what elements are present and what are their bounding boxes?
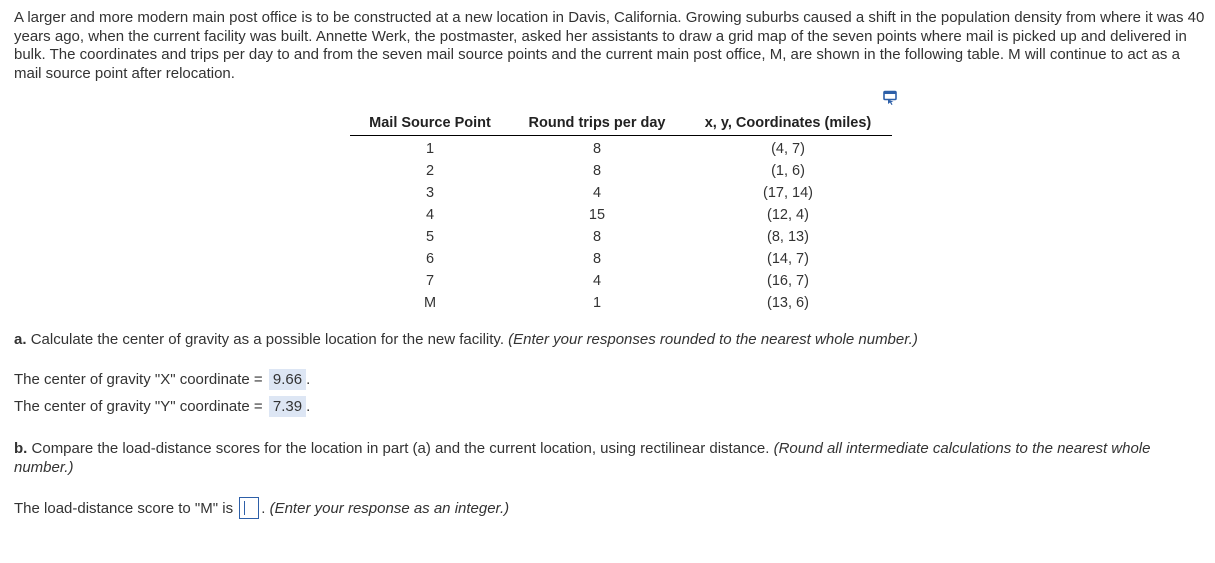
table-row xyxy=(350,204,892,226)
answer-y-line xyxy=(14,396,310,418)
cell-trips: 8 xyxy=(592,229,602,245)
cell-trips: 1 xyxy=(592,295,602,311)
table-row xyxy=(350,182,892,204)
part-a-question xyxy=(14,331,918,349)
part-a-label: a. xyxy=(14,331,27,348)
cell-point: 3 xyxy=(425,185,435,201)
part-b-question xyxy=(14,439,1210,477)
cell-point: 1 xyxy=(425,141,435,157)
cell-point: 2 xyxy=(425,163,435,179)
load-distance-input[interactable] xyxy=(239,497,259,519)
table-row xyxy=(350,160,892,182)
answer-x-period: . xyxy=(306,371,311,388)
cell-trips: 8 xyxy=(592,163,602,179)
cell-coordinates: (14, 7) xyxy=(767,251,809,267)
table-row xyxy=(350,248,892,270)
mail-source-table xyxy=(350,112,892,314)
cell-coordinates: (13, 6) xyxy=(767,295,809,311)
cell-trips: 4 xyxy=(592,185,602,201)
copy-table-icon[interactable] xyxy=(882,90,900,106)
part-a-text: Calculate the center of gravity as a possible location for the new facility. xyxy=(30,331,504,348)
cell-coordinates: (8, 13) xyxy=(767,229,809,245)
part-a-instruction: (Enter your responses rounded to the nearest whole number.) xyxy=(508,331,918,348)
cell-point: 4 xyxy=(425,207,435,223)
part-b-text: Compare the load-distance scores for the location in part (a) and the current location, using rectilinear distance. xyxy=(31,440,770,457)
cell-coordinates: (4, 7) xyxy=(771,141,805,157)
cell-trips: 15 xyxy=(588,207,606,223)
load-distance-label: The load-distance score to "M" is xyxy=(14,500,234,517)
load-distance-period: . xyxy=(261,500,266,517)
cell-coordinates: (17, 14) xyxy=(763,185,813,201)
cell-coordinates: (1, 6) xyxy=(771,163,805,179)
table-row xyxy=(350,270,892,292)
cell-trips: 8 xyxy=(592,141,602,157)
cell-trips: 8 xyxy=(592,251,602,267)
table-header-row xyxy=(350,112,892,136)
header-mail-source-point: Mail Source Point xyxy=(350,112,510,136)
cell-point: 7 xyxy=(425,273,435,289)
part-b-instruction: (Round all intermediate calculations to the nearest whole number.) xyxy=(14,440,1151,476)
table-row xyxy=(350,226,892,248)
part-b-label: b. xyxy=(14,440,28,457)
header-round-trips: Round trips per day xyxy=(510,112,684,136)
cell-coordinates: (16, 7) xyxy=(767,273,809,289)
problem-statement: A larger and more modern main post office is to be constructed at a new location in Davis, California. Growing suburbs caused a shift in the population density from where it was 40 years ago, when the current facility was built. Annette Werk, the postmaster, asked her assistants to draw a grid map of the seven points where mail is picked up and delivered in bulk. The coordinates and trips per day to and from the seven mail source points and the current main post office, M, are shown in the following table. M will continue to act as a mail source point after relocation. xyxy=(14,9,1205,82)
cell-point: 5 xyxy=(425,229,435,245)
load-distance-line xyxy=(14,498,509,520)
answer-x-label: The center of gravity "X" coordinate = xyxy=(14,371,263,388)
cell-point: M xyxy=(423,295,437,311)
table-row xyxy=(350,136,892,161)
answer-y-period: . xyxy=(306,398,311,415)
cell-trips: 4 xyxy=(592,273,602,289)
load-distance-instruction: (Enter your response as an integer.) xyxy=(269,500,510,517)
answer-y-field[interactable]: 7.39 xyxy=(269,396,306,417)
table-row xyxy=(350,292,892,314)
cell-point: 6 xyxy=(425,251,435,267)
header-coordinates: x, y, Coordinates (miles) xyxy=(684,112,892,136)
cell-coordinates: (12, 4) xyxy=(767,207,809,223)
answer-x-field[interactable]: 9.66 xyxy=(269,369,306,390)
answer-x-line xyxy=(14,369,310,391)
answer-y-label: The center of gravity "Y" coordinate = xyxy=(14,398,263,415)
